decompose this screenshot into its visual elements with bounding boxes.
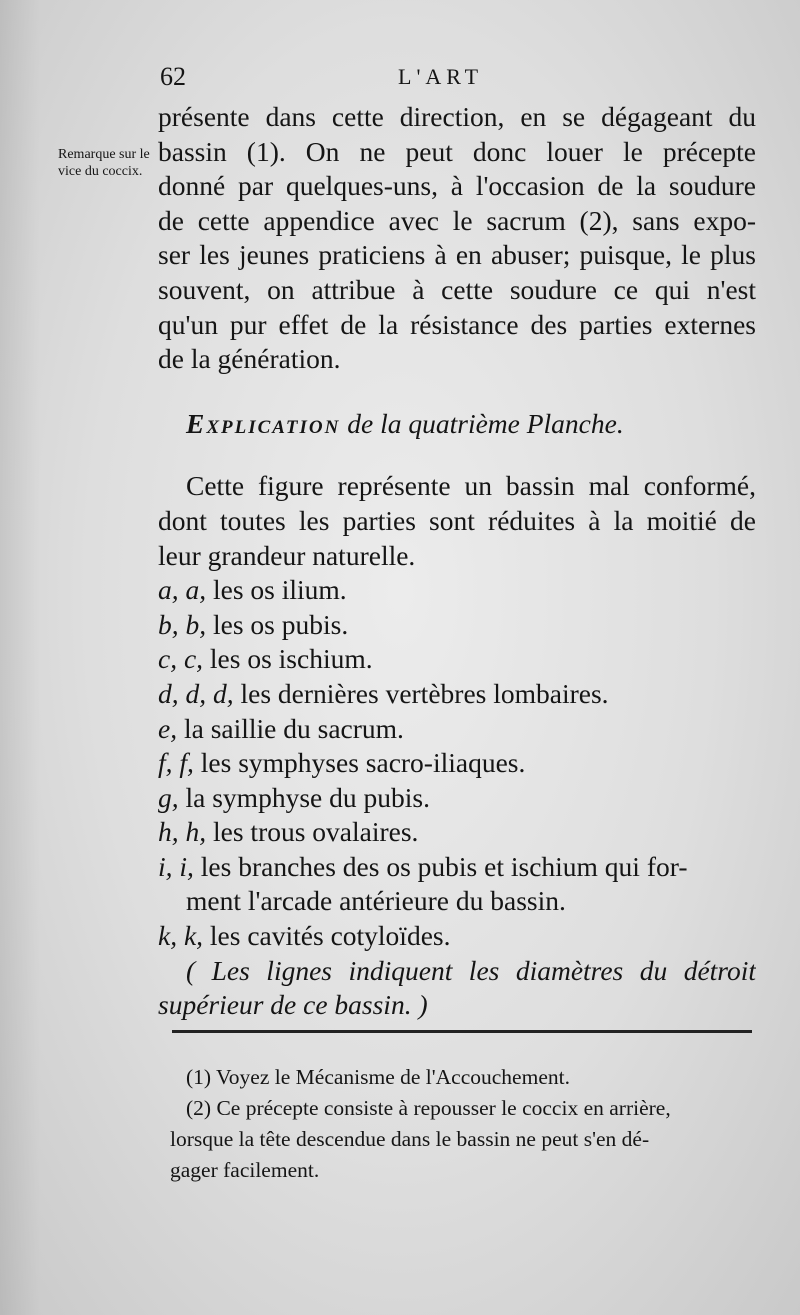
note-line: ( Les lignes indiquent les diamètres du détroit (186, 954, 756, 986)
legend-item (158, 815, 756, 850)
legend-text: les symphyses sacro-iliaques. (193, 747, 526, 779)
legend-item (158, 781, 756, 816)
footnotes (170, 1062, 760, 1186)
legend-item (158, 746, 756, 781)
legend-text: les trous ovalaires. (206, 816, 419, 848)
intro-line: dont toutes les parties sont réduites à la moitié de (158, 504, 756, 536)
diameter-note (158, 954, 756, 1023)
legend-text: les os ilium. (206, 574, 347, 606)
legend-text: les os ischium. (203, 643, 373, 675)
legend-key: d, d, d, (158, 677, 234, 709)
legend-text: ment l'arcade antérieure du bassin. (186, 885, 566, 917)
paragraph-line: donné par quelques-uns, à l'occasion de la soudure (158, 170, 756, 202)
legend-item (158, 919, 756, 954)
paragraph-line: de la génération. (158, 343, 341, 375)
opening-paragraph (158, 100, 756, 377)
running-title: L'ART (398, 64, 484, 89)
plate-legend (158, 573, 756, 954)
paragraph-line: souvent, on attribue à cette soudure ce qui n'est (158, 273, 756, 305)
footnote-2-continued: gager facilement. (170, 1158, 320, 1182)
legend-item-continuation (158, 884, 756, 919)
legend-text: les os pubis. (206, 608, 349, 640)
legend-text: les cavités cotyloïdes. (203, 920, 451, 952)
legend-text: les dernières vertèbres lombaires. (233, 677, 609, 709)
legend-text: la saillie du sacrum. (177, 712, 404, 744)
footnote-rule (172, 1030, 752, 1033)
paragraph-line: de cette appendice avec le sacrum (2), sans expo- (158, 204, 756, 236)
section-heading (158, 407, 756, 442)
legend-key: h, h, (158, 816, 207, 848)
legend-item (158, 573, 756, 608)
paragraph-line: bassin (1). On ne peut donc louer le précepte (158, 135, 756, 167)
section-heading-rest: de la quatrième Planche. (340, 407, 624, 439)
legend-key: f, f, (158, 747, 194, 779)
legend-key: c, c, (158, 643, 204, 675)
plate-description (158, 469, 756, 573)
footnote-2: (2) Ce précepte consiste à repousser le coccix en arrière, (186, 1096, 671, 1120)
legend-item (158, 677, 756, 712)
legend-key: b, b, (158, 608, 207, 640)
main-text (158, 100, 756, 1023)
intro-line: leur grandeur naturelle. (158, 539, 416, 571)
footnote-2-continued: lorsque la tête descendue dans le bassin ne peut s'en dé- (170, 1127, 650, 1151)
legend-item (158, 608, 756, 643)
paragraph-line: qu'un pur effet de la résistance des parties externes (158, 308, 756, 340)
legend-key: k, k, (158, 920, 204, 952)
marginal-note: Remarque sur le vice du coccix. (58, 147, 150, 179)
page-number: 62 (160, 62, 186, 91)
page-header (160, 62, 750, 102)
legend-key: i, i, (158, 850, 194, 882)
paragraph-line: présente dans cette direction, en se dégageant du (158, 101, 756, 132)
legend-key: a, a, (158, 574, 207, 606)
footnote-1: (1) Voyez le Mécanisme de l'Accouchement. (186, 1065, 570, 1089)
legend-item (158, 712, 756, 747)
legend-item (158, 850, 756, 885)
legend-item (158, 642, 756, 677)
note-line: supérieur de ce bassin. ) (158, 989, 428, 1021)
legend-text: la symphyse du pubis. (178, 781, 430, 813)
intro-line: Cette figure représente un bassin mal conformé, (186, 470, 756, 502)
paragraph-line: ser les jeunes praticiens à en abuser; puisque, le plus (158, 239, 756, 271)
legend-key: g, (158, 781, 179, 813)
legend-text: les branches des os pubis et ischium qui for- (193, 850, 688, 882)
legend-key: e, (158, 712, 178, 744)
section-heading-caps: Explication (186, 407, 341, 439)
